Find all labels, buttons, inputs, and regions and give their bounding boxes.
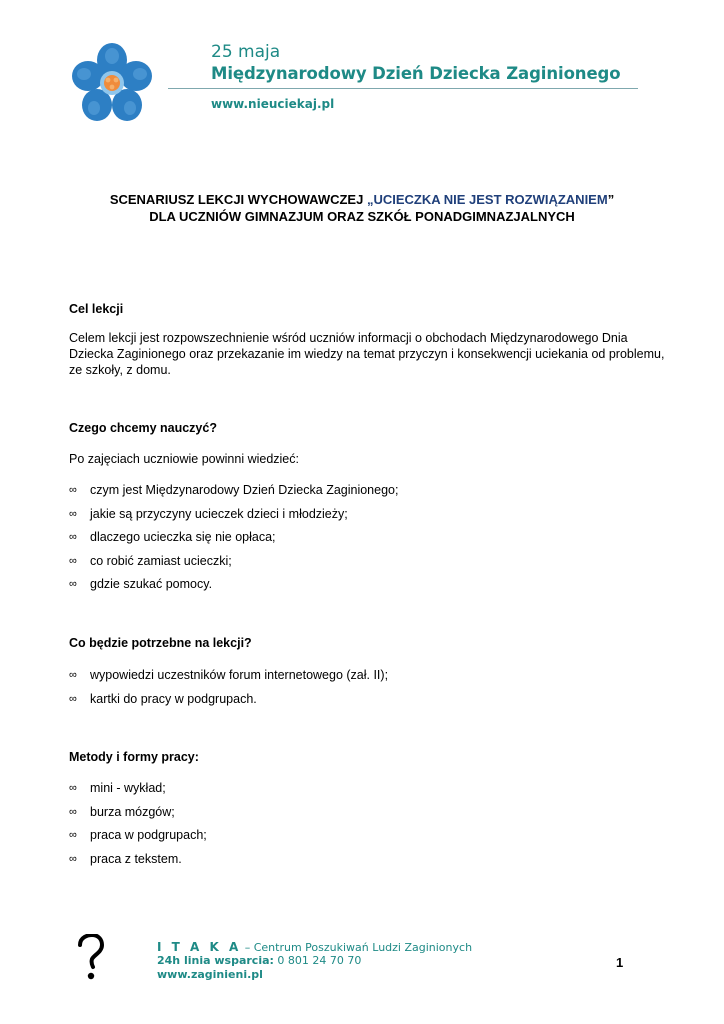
bullet-icon: ∞ [69, 669, 77, 681]
question-mark-icon [76, 934, 104, 980]
list-item: ∞ praca w podgrupach; [69, 828, 207, 842]
header-divider [168, 88, 638, 89]
goal-paragraph: Celem lekcji jest rozpowszechnienie wśród uczniów informacji o obchodach Międzynarodowego Dnia Dziecka Zaginionego oraz przekazanie im wiedzy na temat przyczyn i konsekwencji uciekania od problemu, ze szkoły, z domu. [69, 331, 665, 377]
bullet-icon: ∞ [69, 554, 77, 567]
list-item: ∞ kartki do pracy w podgrupach. [69, 691, 257, 706]
list-item: ∞ jakie są przyczyny ucieczek dzieci i młodzieży; [69, 506, 348, 521]
footer-hotline-number: 0 801 24 70 70 [273, 954, 362, 967]
bullet-icon: ∞ [69, 852, 77, 865]
bullet-icon: ∞ [69, 782, 77, 794]
forget-me-not-flower-icon [70, 42, 154, 124]
goal-heading: Cel lekcji [69, 302, 124, 316]
page-number: 1 [616, 955, 624, 970]
methods-heading: Metody i formy pracy: [69, 750, 199, 764]
bullet-icon: ∞ [69, 692, 77, 705]
bullet-icon: ∞ [69, 578, 77, 590]
list-item: ∞ dlaczego ucieczka się nie opłaca; [69, 530, 276, 544]
title-suffix: ” [607, 192, 615, 207]
list-item: ∞ mini - wykład; [69, 781, 166, 795]
bullet-icon: ∞ [69, 531, 77, 543]
title-highlight: „UCIECZKA NIE JEST ROZWIĄZANIEM [366, 192, 608, 207]
bullet-icon: ∞ [69, 805, 77, 818]
needs-list [69, 668, 388, 715]
needs-heading: Co będzie potrzebne na lekcji? [69, 636, 252, 650]
footer-hotline-line [157, 954, 361, 967]
title-line-2: DLA UCZNIÓW GIMNAZJUM ORAZ SZKÓŁ PONADGIMNAZJALNYCH [149, 209, 575, 224]
header-date: 25 maja [211, 42, 281, 62]
footer-hotline-label: 24h linia wsparcia: [157, 954, 274, 967]
title-prefix: SCENARIUSZ LEKCJI WYCHOWAWCZEJ [109, 192, 367, 207]
footer-url-link[interactable]: www.zaginieni.pl [157, 968, 263, 981]
footer-dash: – [241, 941, 254, 954]
bullet-icon: ∞ [69, 484, 77, 496]
teach-list [69, 483, 398, 601]
footer-org-line [157, 940, 472, 954]
footer-org: Centrum Poszukiwań Ludzi Zaginionych [253, 941, 473, 954]
list-item: ∞ co robić zamiast ucieczki; [69, 553, 232, 568]
bullet-icon: ∞ [69, 507, 77, 520]
teach-heading: Czego chcemy nauczyć? [69, 421, 217, 435]
title-line-1 [40, 191, 684, 208]
document-title [40, 191, 684, 225]
header-url-link[interactable]: www.nieuciekaj.pl [211, 97, 335, 111]
list-item: ∞ praca z tekstem. [69, 851, 182, 866]
list-item: ∞ burza mózgów; [69, 804, 175, 819]
list-item: ∞ gdzie szukać pomocy. [69, 577, 213, 591]
bullet-icon: ∞ [69, 829, 77, 841]
list-item: ∞ wypowiedzi uczestników forum internetowego (zał. II); [69, 668, 389, 682]
header-title: Międzynarodowy Dzień Dziecka Zaginionego [211, 64, 621, 83]
list-item: ∞ czym jest Międzynarodowy Dzień Dziecka Zaginionego; [69, 483, 399, 497]
teach-intro: Po zajęciach uczniowie powinni wiedzieć: [69, 452, 299, 466]
footer-brand: I T A K A [157, 940, 242, 954]
methods-list [69, 781, 207, 875]
